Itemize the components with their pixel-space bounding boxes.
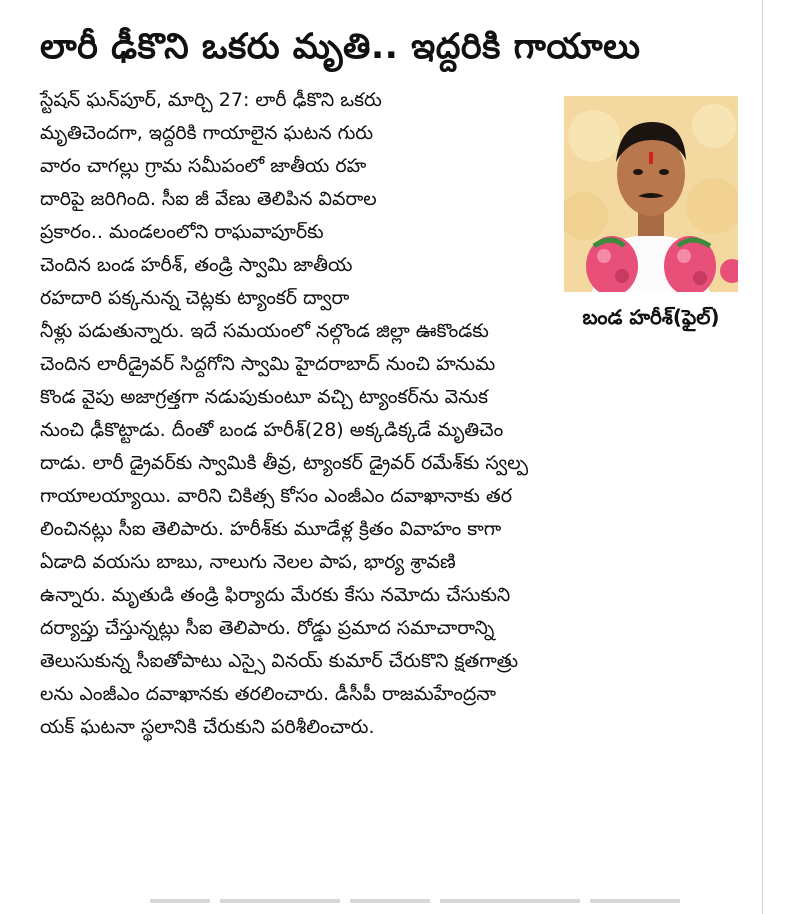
body-line: చెందిన లారీడ్రైవర్ సిద్దగోని స్వామి హైదరాబాద్ నుంచి హనుమ [40, 353, 496, 375]
body-line: యక్ ఘటనా స్థలానికి చేరుకుని పరిశీలించారు. [40, 716, 375, 738]
body-line: దారిపై జరిగింది. సీఐ జీ వేణు తెలిపిన వివరాల [40, 188, 377, 210]
body-line: కొండ వైపు అజాగ్రత్తగా నడుపుకుంటూ వచ్చి ట్యాంకర్‌ను వెనుక [40, 386, 489, 408]
person-photo [564, 96, 738, 292]
body-line: మృతిచెందగా, ఇద్దరికి గాయాలైన ఘటన గురు [40, 122, 374, 144]
body-line: ఏడాది వయసు బాబు, నాలుగు నెలల పాప, భార్య శ్రావణి [40, 551, 456, 573]
column-divider [762, 0, 763, 914]
body-line: స్టేషన్ ఘన్‌పూర్, మార్చి 27: లారీ ఢీకొని ఒకరు [40, 89, 382, 111]
body-line: రహదారి పక్కనున్న చెట్లకు ట్యాంకర్ ద్వారా [40, 287, 350, 309]
body-line: లను ఎంజీఎం దవాఖానకు తరలించారు. డీసీపీ రాజమహేంద్రనా [40, 683, 496, 705]
article-headline: లారీ ఢీకొని ఒకరు మృతి.. ఇద్దరికి గాయాలు [40, 27, 641, 67]
photo-caption: బండ హరీశ్(ఫైల్) [582, 305, 720, 329]
body-line: గాయాలయ్యాయి. వారిని చికిత్స కోసం ఎంజీఎం దవాఖానాకు తర [40, 485, 512, 507]
body-line: ఉన్నారు. మృతుడి తండ్రి ఫిర్యాదు మేరకు కేసు నమోదు చేసుకుని [40, 584, 511, 606]
body-line: దాడు. లారీ డ్రైవర్‌కు స్వామికి తీవ్ర, ట్యాంకర్ డ్రైవర్ రమేశ్‌కు స్వల్ప [40, 452, 529, 474]
body-line: ప్రకారం.. మండలంలోని రాఘవాపూర్‌కు [40, 221, 324, 243]
body-line: వారం చాగల్లు గ్రామ సమీపంలో జాతీయ రహ [40, 155, 367, 177]
body-line: తెలుసుకున్న సీఐతోపాటు ఎస్సై వినయ్ కుమార్ చేరుకొని క్షతగాత్రు [40, 650, 519, 672]
cropped-next-text [150, 890, 750, 904]
body-line: చెందిన బండ హరీశ్, తండ్రి స్వామి జాతీయ [40, 254, 353, 276]
news-clipping [40, 20, 762, 904]
body-line: దర్యాప్తు చేస్తున్నట్లు సీఐ తెలిపారు. రోడ్డు ప్రమాద సమాచారాన్ని [40, 617, 495, 639]
portrait-image [564, 96, 738, 292]
body-line: లించినట్లు సీఐ తెలిపారు. హరీశ్‌కు మూడేళ్ల క్రితం వివాహం కాగా [40, 518, 502, 540]
body-line: నీళ్లు పడుతున్నారు. ఇదే సమయంలో నల్గొండ జిల్లా ఊకొండకు [40, 320, 489, 342]
body-line: నుంచి ఢీకొట్టాడు. దీంతో బండ హరీశ్(28) అక్కడిక్కడే మృతిచెం [40, 419, 504, 441]
